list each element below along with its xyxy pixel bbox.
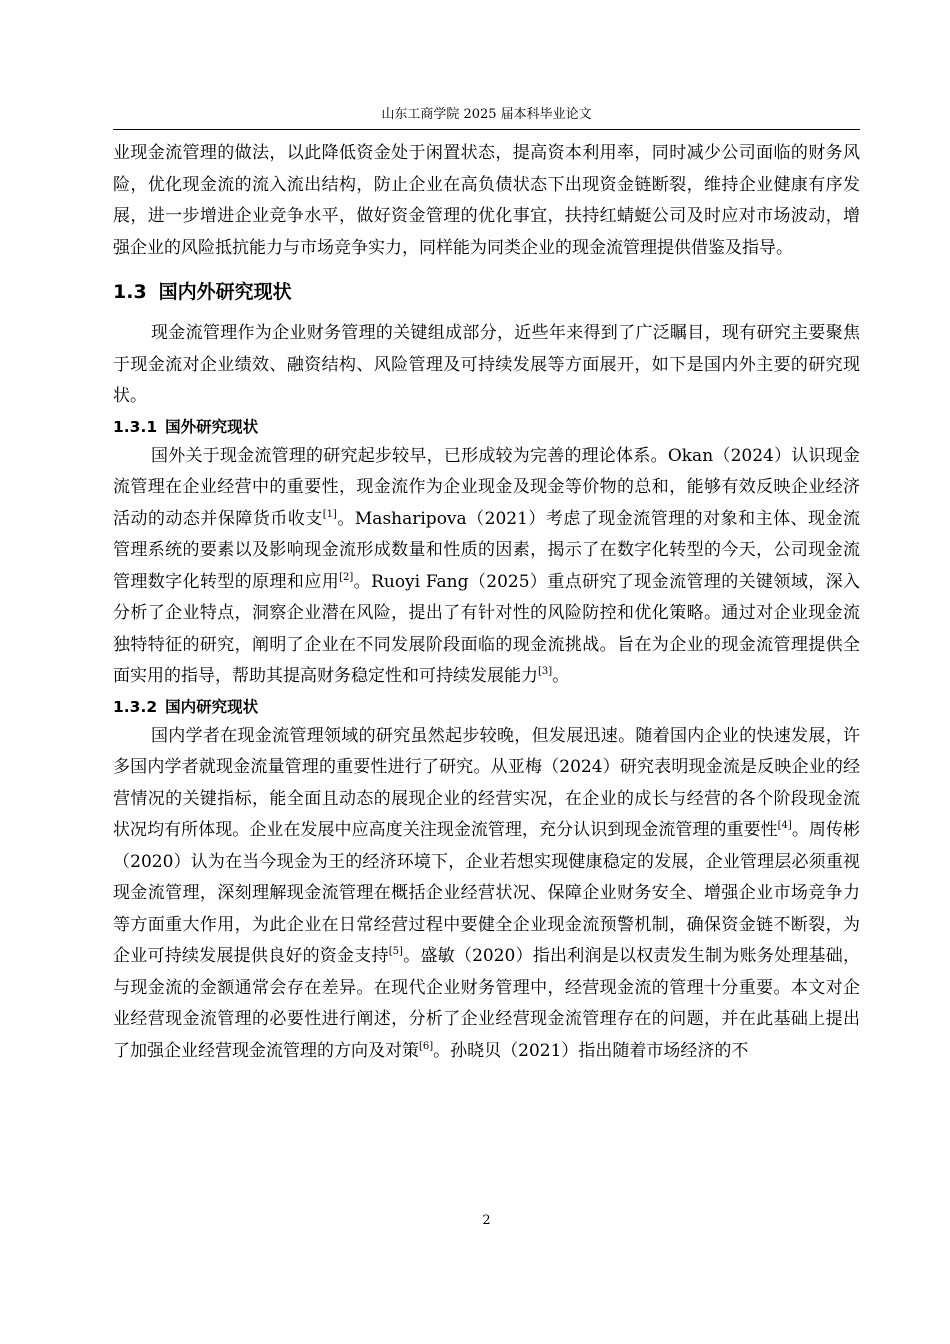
citation-ref-5: [5] [388, 946, 403, 957]
subsection-number: 1.3.1 [113, 417, 158, 436]
intro-paragraph: 业现金流管理的做法，以此降低资金处于闲置状态，提高资本利用率，同时减少公司面临的财务风险，优化现金流的流入流出结构，防止企业在高负债状态下出现资金链断裂，维持企业健康有序发展，进一步增进企业竞争水平，做好资金管理的优化事宜，扶持红蜻蜓公司及时应对市场波动，增强企业的风险抵抗能力与市场竞争实力，同样能为同类企业的现金流管理提供借鉴及指导。 [113, 143, 860, 258]
paragraph-text: 。Ruoyi Fang（2025）重点研究了现金流管理的关键领域，深入分析了企业特点，洞察企业潜在风险，提出了有针对性的风险防控和优化策略。通过对企业现金流独特特征的研究，阐明了企业在不同发展阶段面临的现金流挑战。旨在为企业的现金流管理提供全面实用的指导，帮助其提高财务稳定性和可持续发展能力 [113, 571, 860, 686]
paragraph-text: 国内学者在现金流管理领域的研究虽然起步较晚，但发展迅速。随着国内企业的快速发展，许多国内学者就现金流量管理的重要性进行了研究。从亚梅（2024）研究表明现金流是反映企业的经营情况的关键指标，能全面且动态的展现企业的经营实况，在企业的成长与经营的各个阶段现金流状况均有所体现。企业在发展中应高度关注现金流管理，充分认识到现金流管理的重要性 [113, 725, 860, 840]
paragraph-text: 。 [552, 666, 570, 686]
section-1-3-paragraph: 现金流管理作为企业财务管理的关键组成部分，近些年来得到了广泛瞩目，现有研究主要聚焦于现金流对企业绩效、融资结构、风险管理及可持续发展等方面展开，如下是国内外主要的研究现状。 [113, 323, 860, 406]
paragraph-text: 。Masharipova（2021）考虑了现金流管理的对象和主体、现金流管理系统的要素以及影响现金流形成数量和性质的因素，揭示了在数字化转型的今天，公司现金流管理数字化转型的原理和应用 [113, 508, 860, 592]
header-rule [113, 129, 860, 130]
paragraph-text: 。孙晓贝（2021）指出随着市场经济的不 [433, 1040, 749, 1061]
subsection-heading-1-3-1 [113, 414, 860, 440]
paragraph-text: 。盛敏（2020）指出利润是以权责发生制为账务处理基础，与现金流的金额通常会存在差异。在现代企业财务管理中，经营现金流的管理十分重要。本文对企业经营现金流管理的必要性进行阐述，分析了企业经营现金流管理存在的问题，并在此基础上提出了加强企业经营现金流管理的方向及对策 [113, 946, 860, 1061]
citation-ref-6: [6] [419, 1040, 434, 1052]
paragraph-text: 。周传彬（2020）认为在当今现金为王的经济环境下，企业若想实现健康稳定的发展，企业管理层必须重视现金流管理，深刻理解现金流管理在概括企业经营状况、保障企业财务安全、增强企业市场竞争力等方面重大作用，为此企业在日常经营过程中要健全企业现金流预警机制，确保资金链不断裂，为企业可持续发展提供良好的资金支持 [113, 820, 860, 966]
running-header: 山东工商学院 2025 届本科毕业论文 [381, 107, 592, 122]
section-title: 国内外研究现状 [158, 281, 292, 303]
paragraph-text: 国外关于现金流管理的研究起步较早，已形成较为完善的理论体系。Okan（2024）认识现金流管理在企业经营中的重要性，现金流作为企业现金及现金等价物的总和，能够有效反映企业经济活动的动态并保障货币收支 [113, 445, 860, 529]
section-number: 1.3 [113, 281, 147, 303]
page-number: 2 [482, 1213, 491, 1228]
subsection-heading-1-3-2 [113, 694, 860, 720]
domestic-research-paragraph [113, 721, 860, 1068]
page-body [113, 138, 860, 1067]
subsection-number: 1.3.2 [113, 697, 158, 716]
foreign-research-paragraph [113, 441, 860, 693]
subsection-title: 国内研究现状 [165, 697, 259, 716]
citation-ref-1: [1] [322, 508, 337, 520]
section-heading-1-3 [113, 280, 860, 304]
subsection-title: 国外研究现状 [165, 417, 259, 436]
citation-ref-4: [4] [777, 820, 792, 831]
citation-ref-3: [3] [538, 666, 553, 677]
citation-ref-2: [2] [339, 571, 354, 583]
